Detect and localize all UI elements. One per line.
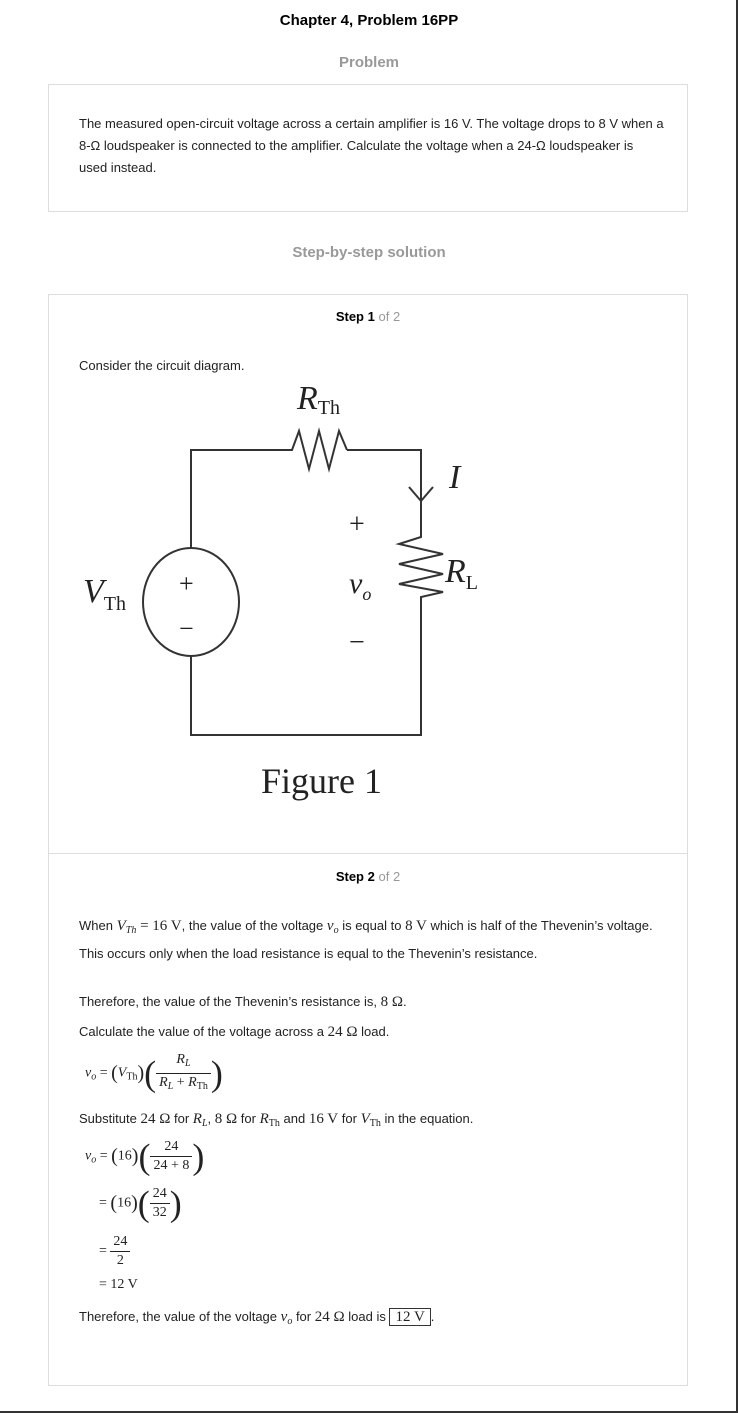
- figure-caption: Figure 1: [261, 761, 382, 801]
- vo-label-sub: o: [362, 584, 372, 604]
- rth-label: R: [297, 380, 318, 417]
- equation-voltage-divider: $v_o = (V_{Th})$( $\frac{R_L}{R_L + R_{Th}}$ ): [85, 1052, 223, 1094]
- step-number: 2: [367, 869, 375, 884]
- step-2-paragraph-3: Calculate the value of the voltage across a 24 Ω load.: [79, 1024, 390, 1040]
- svg-text:VTh: [83, 573, 126, 615]
- vth-label: V: [83, 573, 104, 610]
- problem-box: [48, 84, 688, 212]
- rth-resistor: [285, 431, 347, 469]
- solution-box: [48, 294, 688, 1386]
- step-2-header: [49, 869, 687, 884]
- svg-text:RTh: [296, 380, 340, 419]
- svg-text:RL: [444, 553, 478, 594]
- circuit-diagram: [79, 375, 499, 815]
- circuit-wires: [191, 450, 421, 735]
- current-label: I: [449, 459, 461, 496]
- rl-label: R: [445, 553, 466, 590]
- vo-plus: +: [349, 509, 365, 540]
- solution-heading: Step-by-step solution: [292, 244, 446, 261]
- step-2-paragraph-4: Substitute 24 Ω for $R_L$, 8 Ω for $R_{Th}$ and 16 V for $V_{Th}$ in the equation.: [79, 1111, 474, 1129]
- step-label: Step: [335, 869, 364, 884]
- rth-label-sub: Th: [317, 397, 340, 419]
- vo-minus: −: [349, 627, 365, 658]
- vo-label: v: [349, 567, 363, 600]
- equation-substituted: $v_o = (16)$( $\frac{24}{24 + 8}$ ): [85, 1136, 205, 1177]
- problem-heading: Problem: [338, 54, 399, 71]
- vth-label-sub: Th: [103, 593, 126, 615]
- svg-text:vo: [349, 567, 371, 604]
- step-1-header: [49, 309, 687, 324]
- step-number: 1: [367, 309, 375, 324]
- step-total: of 2: [378, 869, 401, 884]
- equation-result: = 12 V: [99, 1277, 138, 1292]
- step-2-paragraph-1: When $V_{Th} = 16$ V, the value of the voltage $v_o$ is equal to 8 V which is half of the Thevenin’s voltage. This occurs only when the load resistance is equal to the Thevenin’s resistance.: [79, 918, 653, 961]
- rl-resistor: [399, 532, 443, 601]
- step-divider: [49, 853, 687, 854]
- equation-simplified: = (16)( $\frac{24}{32}$ ): [99, 1183, 182, 1224]
- rl-label-sub: L: [465, 572, 478, 594]
- source-minus: −: [179, 614, 194, 643]
- page-title: Chapter 4, Problem 16PP: [279, 12, 459, 29]
- step-total: of 2: [378, 309, 401, 324]
- equation-fraction: = $\frac{24}{2}$: [99, 1233, 130, 1270]
- step-1-intro: Consider the circuit diagram.: [79, 358, 245, 373]
- step-2-paragraph-2: Therefore, the value of the Thevenin’s resistance is, 8 Ω.: [79, 994, 407, 1010]
- source-plus: +: [179, 569, 194, 598]
- final-answer: 12 V: [389, 1308, 430, 1326]
- problem-text: The measured open-circuit voltage across a certain amplifier is 16 V. The voltage drops to 8 V when a 8-Ω loudspeaker is connected to the amplifier. Calculate the voltage when a 24-Ω loudspeaker is used instead.: [79, 116, 664, 175]
- step-label: Step: [335, 309, 364, 324]
- step-2-conclusion: Therefore, the value of the voltage $v_o$ for 24 Ω load is 12 V .: [79, 1309, 435, 1327]
